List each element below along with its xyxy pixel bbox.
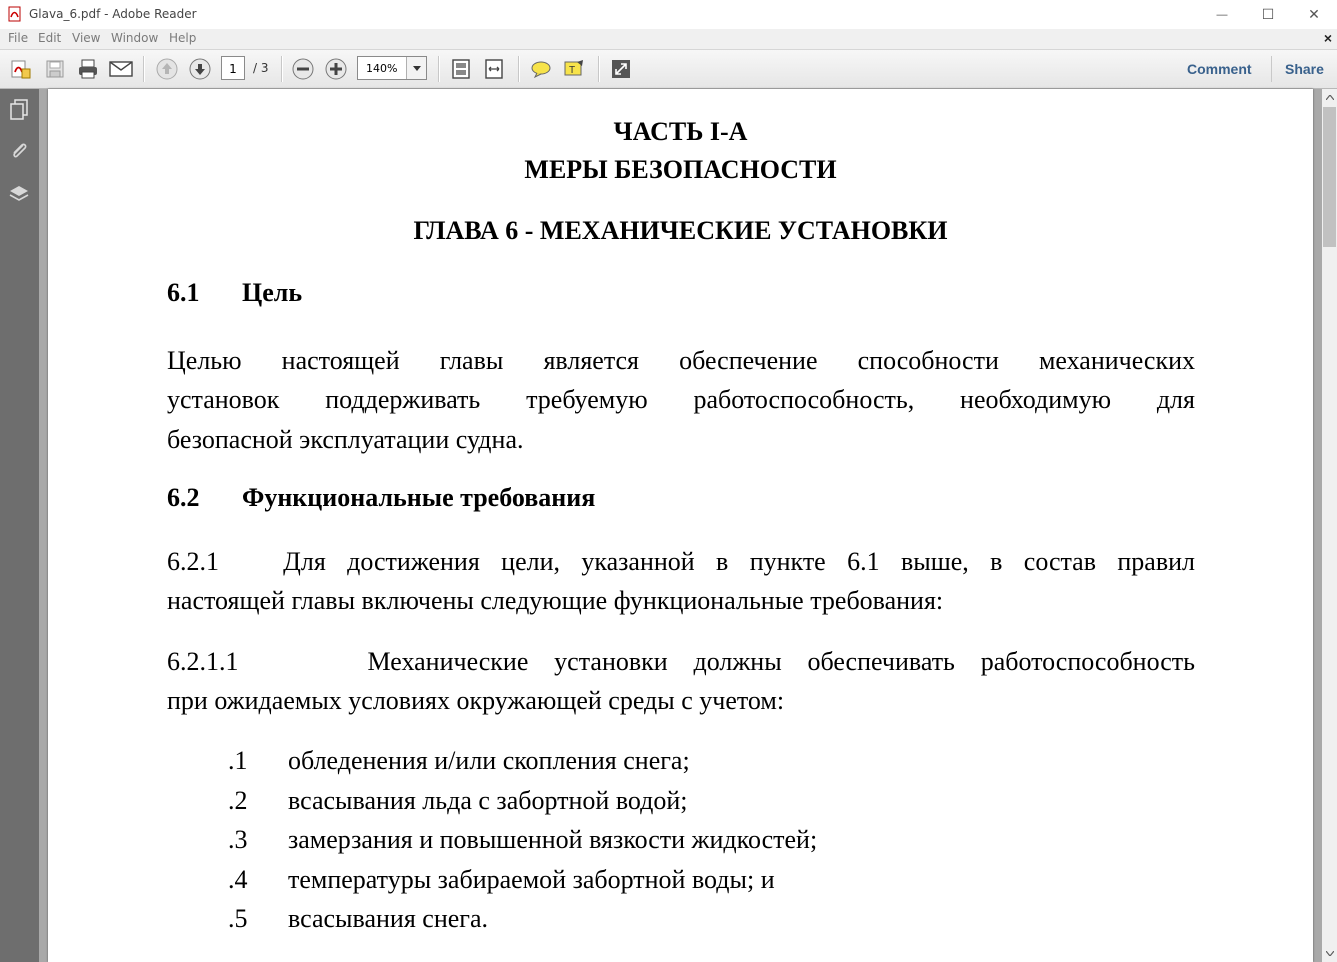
menu-view[interactable]: View <box>72 31 101 45</box>
list-item-text: всасывания снега. <box>288 904 488 933</box>
next-page-icon[interactable] <box>187 56 213 82</box>
fit-width-icon[interactable] <box>481 56 507 82</box>
save-icon[interactable] <box>42 56 68 82</box>
paragraph-line: Целью настоящей главы является обеспечение способности механических <box>167 346 1195 375</box>
part-subtitle: МЕРЫ БЕЗОПАСНОСТИ <box>524 155 837 184</box>
menu-file[interactable]: File <box>8 31 29 45</box>
toolbar-divider <box>143 56 145 82</box>
navigation-panel <box>0 89 39 962</box>
chapter-title: ГЛАВА 6 - МЕХАНИЧЕСКИЕ УСТАНОВКИ <box>413 216 948 245</box>
menu-window[interactable]: Window <box>111 31 159 45</box>
pages-icon[interactable] <box>7 97 31 121</box>
close-icon: ✕ <box>1308 6 1320 22</box>
list-item-number: .1 <box>228 746 248 775</box>
list-item-text: температуры забираемой забортной воды; и <box>288 865 775 894</box>
minimize-icon: — <box>1216 8 1228 21</box>
prev-page-icon[interactable] <box>154 56 180 82</box>
toolbar-divider <box>281 56 283 82</box>
share-button[interactable]: Share <box>1285 61 1324 77</box>
menu-bar <box>0 29 1337 50</box>
pdf-app-icon <box>8 6 22 22</box>
zoom-out-icon[interactable] <box>290 56 316 82</box>
section-number: 6.1 <box>167 278 200 307</box>
scroll-down-icon[interactable] <box>1322 946 1337 961</box>
svg-text:T: T <box>569 65 576 76</box>
zoom-select[interactable] <box>357 56 427 80</box>
list-item-text: всасывания льда с забортной водой; <box>288 786 688 815</box>
paragraph-line: при ожидаемых условиях окружающей среды с учетом: <box>167 686 785 715</box>
email-icon[interactable] <box>108 56 134 82</box>
paragraph-line: настоящей главы включены следующие функциональные требования: <box>167 586 944 615</box>
toolbar-divider <box>598 56 600 82</box>
paragraph-line: 6.2.1.1 Механические установки должны обеспечивать работоспособность <box>167 647 1195 676</box>
maximize-icon: ☐ <box>1261 6 1275 22</box>
window-title: Glava_6.pdf - Adobe Reader <box>29 7 197 21</box>
toolbar-divider <box>1271 56 1272 82</box>
highlight-icon[interactable] <box>561 56 587 82</box>
pdf-page <box>48 89 1313 962</box>
page-total: / 3 <box>253 61 269 75</box>
comment-button[interactable]: Comment <box>1187 61 1252 77</box>
list-item-text: обледенения и/или скопления снега; <box>288 746 690 775</box>
scrollbar-thumb[interactable] <box>1323 107 1336 247</box>
menu-help[interactable]: Help <box>169 31 197 45</box>
zoom-in-icon[interactable] <box>323 56 349 82</box>
page-number-input[interactable]: 1 <box>221 56 245 80</box>
paragraph-line: безопасной эксплуатации судна. <box>167 425 524 454</box>
maximize-button[interactable] <box>1245 0 1291 29</box>
print-icon[interactable] <box>75 56 101 82</box>
section-title: Функциональные требования <box>242 483 596 512</box>
scroll-up-icon[interactable] <box>1322 90 1337 105</box>
sticky-note-icon[interactable] <box>528 56 554 82</box>
list-item-number: .3 <box>228 825 248 854</box>
create-pdf-icon[interactable] <box>8 56 34 82</box>
close-window-button[interactable] <box>1291 0 1337 29</box>
list-item-number: .5 <box>228 904 248 933</box>
toolbar-divider <box>438 56 440 82</box>
section-number: 6.2 <box>167 483 200 512</box>
close-document-button[interactable]: × <box>1323 30 1332 46</box>
full-screen-icon[interactable] <box>608 56 634 82</box>
part-title: ЧАСТЬ I-A <box>613 117 748 146</box>
list-item-number: .2 <box>228 786 248 815</box>
title-bar <box>0 0 1337 29</box>
menu-edit[interactable]: Edit <box>38 31 62 45</box>
attachments-icon[interactable] <box>7 139 31 163</box>
list-item-number: .4 <box>228 865 248 894</box>
paragraph-line: установок поддерживать требуемую работоспособность, необходимую для <box>167 385 1195 414</box>
vertical-scrollbar[interactable] <box>1322 89 1337 962</box>
layers-icon[interactable] <box>7 182 31 206</box>
document-canvas <box>39 89 1322 962</box>
minimize-button[interactable] <box>1199 0 1245 29</box>
list-item-text: замерзания и повышенной вязкости жидкостей; <box>288 825 818 854</box>
section-title: Цель <box>242 278 303 307</box>
paragraph-line: 6.2.1 Для достижения цели, указанной в пункте 6.1 выше, в состав правил <box>167 547 1195 576</box>
toolbar-divider <box>518 56 520 82</box>
zoom-value: 140% <box>366 62 398 75</box>
fit-page-icon[interactable] <box>448 56 474 82</box>
toolbar <box>0 50 1337 89</box>
chevron-down-icon[interactable] <box>406 57 426 79</box>
